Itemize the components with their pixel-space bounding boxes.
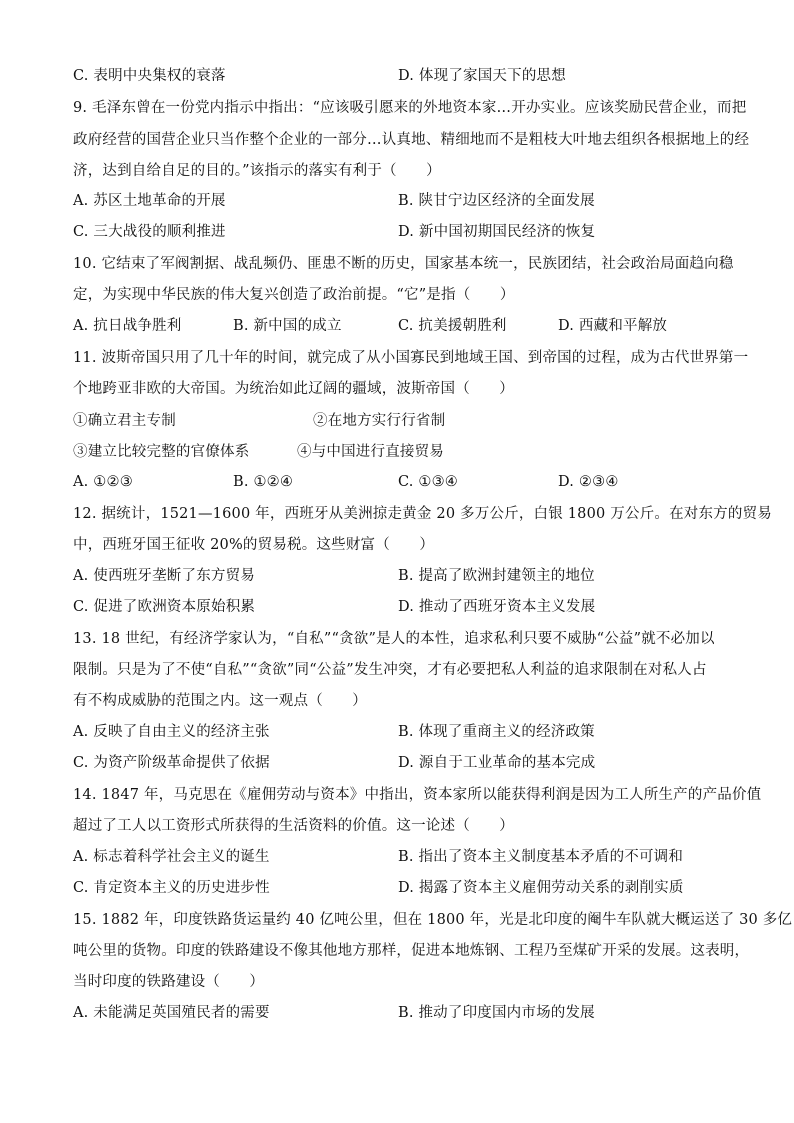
text-line: 9. 毛泽东曾在一份党内指示中指出：“应该吸引愿来的外地资本家…开办实业。应该奖励民营企业，而把 <box>73 100 747 116</box>
text-line: 超过了工人以工资形式所获得的生活资料的价值。这一论述（ ） <box>73 818 514 834</box>
text-line: D. 推动了西班牙资本主义发展 <box>398 599 596 615</box>
text-line: 有不构成威胁的范围之内。这一观点（ ） <box>73 693 367 709</box>
text-line: D. 新中国初期国民经济的恢复 <box>398 224 596 240</box>
text-line: 济，达到自给自足的目的。”该指示的落实有利于（ ） <box>73 163 441 179</box>
text-line: D. ②③④ <box>558 474 619 490</box>
text-line: A. 标志着科学社会主义的诞生 <box>73 849 270 865</box>
text-line: B. 推动了印度国内市场的发展 <box>398 1005 595 1021</box>
text-line: C. 为资产阶级革命提供了依据 <box>73 755 270 771</box>
text-line: 吨公里的货物。印度的铁路建设不像其他地方那样，促进本地炼钢、工程乃至煤矿开采的发展。这表明， <box>73 943 750 959</box>
text-line: 14. 1847 年，马克思在《雇佣劳动与资本》中指出，资本家所以能获得利润是因为工人所生产的产品价值 <box>73 787 762 803</box>
text-line: C. ①③④ <box>398 474 458 490</box>
text-line: 个地跨亚非欧的大帝国。为统治如此辽阔的疆域，波斯帝国（ ） <box>73 381 514 397</box>
text-line: ①确立君主专制 <box>73 413 176 429</box>
text-line: A. ①②③ <box>73 474 133 490</box>
text-line: D. 西藏和平解放 <box>558 318 668 334</box>
text-line: A. 反映了自由主义的经济主张 <box>73 724 270 740</box>
text-line: 限制。只是为了不使“自私”“贪欲”同“公益”发生冲突，才有必要把私人利益的追求限制在对私人占 <box>73 662 707 678</box>
text-line: A. 苏区土地革命的开展 <box>73 193 226 209</box>
text-line: ③建立比较完整的官僚体系 <box>73 444 250 460</box>
text-line: D. 源自于工业革命的基本完成 <box>398 755 596 771</box>
text-line: B. 新中国的成立 <box>233 318 342 334</box>
text-line: 中，西班牙国王征收 20%的贸易税。这些财富（ ） <box>73 537 435 553</box>
text-line: 15. 1882 年，印度铁路货运量约 40 亿吨公里，但在 1800 年，光是北印度的阉牛车队就大概运送了 30 多亿 <box>73 912 793 928</box>
text-line: A. 未能满足英国殖民者的需要 <box>73 1005 270 1021</box>
text-line: 政府经营的国营企业只当作整个企业的一部分…认真地、精细地而不是粗枝大叶地去组织各根据地上的经 <box>73 132 750 148</box>
text-line: B. 提高了欧洲封建领主的地位 <box>398 568 595 584</box>
text-line: 10. 它结束了军阀割据、战乱频仍、匪患不断的历史，国家基本统一，民族团结，社会政治局面趋向稳 <box>73 256 734 272</box>
text-line: D. 体现了家国天下的思想 <box>398 68 566 84</box>
text-line: C. 肯定资本主义的历史进步性 <box>73 880 270 896</box>
text-line: B. 陕甘宁边区经济的全面发展 <box>398 193 595 209</box>
text-line: 定，为实现中华民族的伟大复兴创造了政治前提。“它”是指（ ） <box>73 287 515 303</box>
text-line: C. 促进了欧洲资本原始积累 <box>73 599 256 615</box>
text-line: 13. 18 世纪，有经济学家认为，“自私”“贪欲”是人的本性，追求私利只要不威胁“公益”就不必加以 <box>73 631 715 647</box>
text-line: ②在地方实行行省制 <box>313 413 446 429</box>
text-line: 12. 据统计，1521—1600 年，西班牙从美洲掠走黄金 20 多万公斤，白银 1800 万公斤。在对东方的贸易 <box>73 506 772 522</box>
text-line: C. 三大战役的顺利推进 <box>73 224 226 240</box>
text-line: B. ①②④ <box>233 474 294 490</box>
text-line: A. 抗日战争胜利 <box>73 318 182 334</box>
text-line: C. 抗美援朝胜利 <box>398 318 507 334</box>
text-line: 11. 波斯帝国只用了几十年的时间，就完成了从小国寡民到地域王国、到帝国的过程，成为古代世界第一 <box>73 350 749 366</box>
text-line: B. 指出了资本主义制度基本矛盾的不可调和 <box>398 849 684 865</box>
text-line: C. 表明中央集权的衰落 <box>73 68 226 84</box>
text-line: 当时印度的铁路建设（ ） <box>73 974 265 990</box>
text-line: D. 揭露了资本主义雇佣劳动关系的剥削实质 <box>398 880 684 896</box>
text-line: ④与中国进行直接贸易 <box>297 444 444 460</box>
text-line: B. 体现了重商主义的经济政策 <box>398 724 595 740</box>
text-line: A. 使西班牙垄断了东方贸易 <box>73 568 255 584</box>
